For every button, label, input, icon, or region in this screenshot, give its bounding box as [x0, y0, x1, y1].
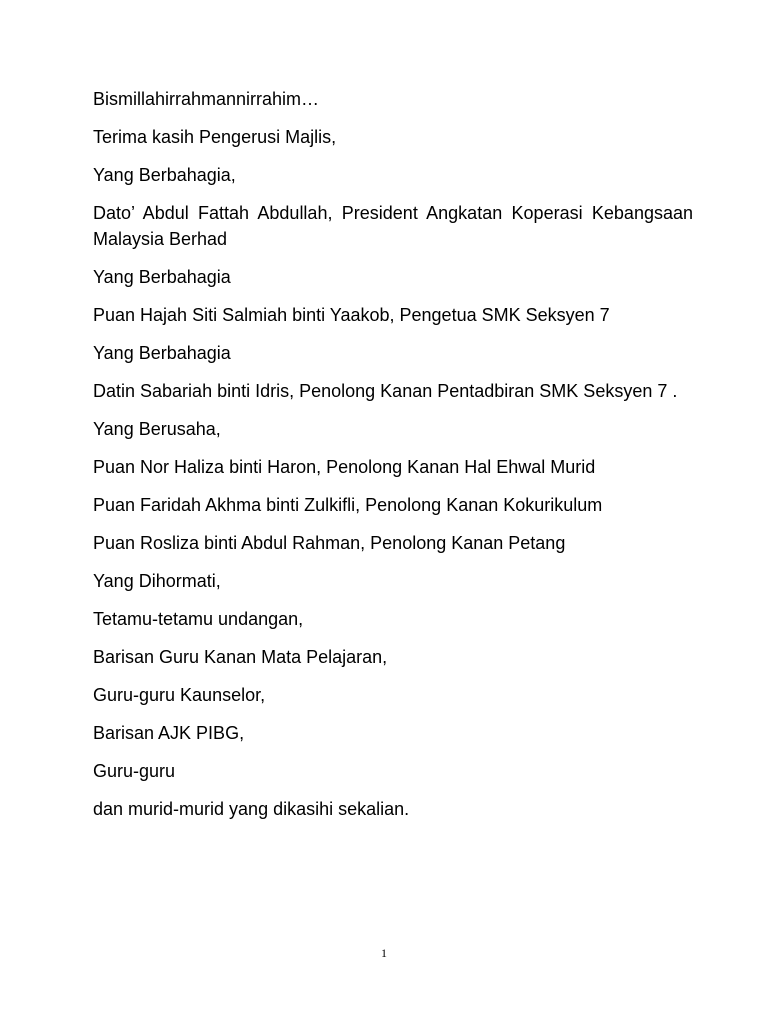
guest-kaunselor: Guru-guru Kaunselor,: [93, 685, 266, 705]
guest-datin-sabariah: Datin Sabariah binti Idris, Penolong Kanan Pentadbiran SMK Seksyen 7 .: [93, 381, 678, 401]
salutation-berbahagia: Yang Berbahagia,: [93, 165, 236, 185]
guest-tetamu: Tetamu-tetamu undangan,: [93, 609, 304, 629]
guest-rosliza: Puan Rosliza binti Abdul Rahman, Penolong Kanan Petang: [93, 533, 566, 553]
salutation-berusaha: Yang Berusaha,: [93, 419, 221, 439]
guest-guru-kanan: Barisan Guru Kanan Mata Pelajaran,: [93, 647, 388, 667]
guest-nor-haliza: Puan Nor Haliza binti Haron, Penolong Kanan Hal Ehwal Murid: [93, 457, 596, 477]
salutation-berbahagia-3: Yang Berbahagia: [93, 343, 231, 363]
guest-guru: Guru-guru: [93, 761, 176, 781]
document-body: [93, 86, 693, 834]
guest-faridah: Puan Faridah Akhma binti Zulkifli, Penolong Kanan Kokurikulum: [93, 495, 603, 515]
page-number: 1: [381, 946, 387, 960]
guest-dato-abdul-fattah: Dato’ Abdul Fattah Abdullah, President Angkatan Koperasi Kebangsaan Malaysia Berhad: [93, 203, 693, 249]
guest-ajk-pibg: Barisan AJK PIBG,: [93, 723, 245, 743]
greeting-opening: Bismillahirrahmannirrahim…: [93, 89, 320, 109]
salutation-berbahagia-2: Yang Berbahagia: [93, 267, 231, 287]
guest-pengetua: Puan Hajah Siti Salmiah binti Yaakob, Pengetua SMK Seksyen 7: [93, 305, 610, 325]
salutation-dihormati: Yang Dihormati,: [93, 571, 221, 591]
guest-murid: dan murid-murid yang dikasihi sekalian.: [93, 799, 410, 819]
greeting-chair: Terima kasih Pengerusi Majlis,: [93, 127, 337, 147]
